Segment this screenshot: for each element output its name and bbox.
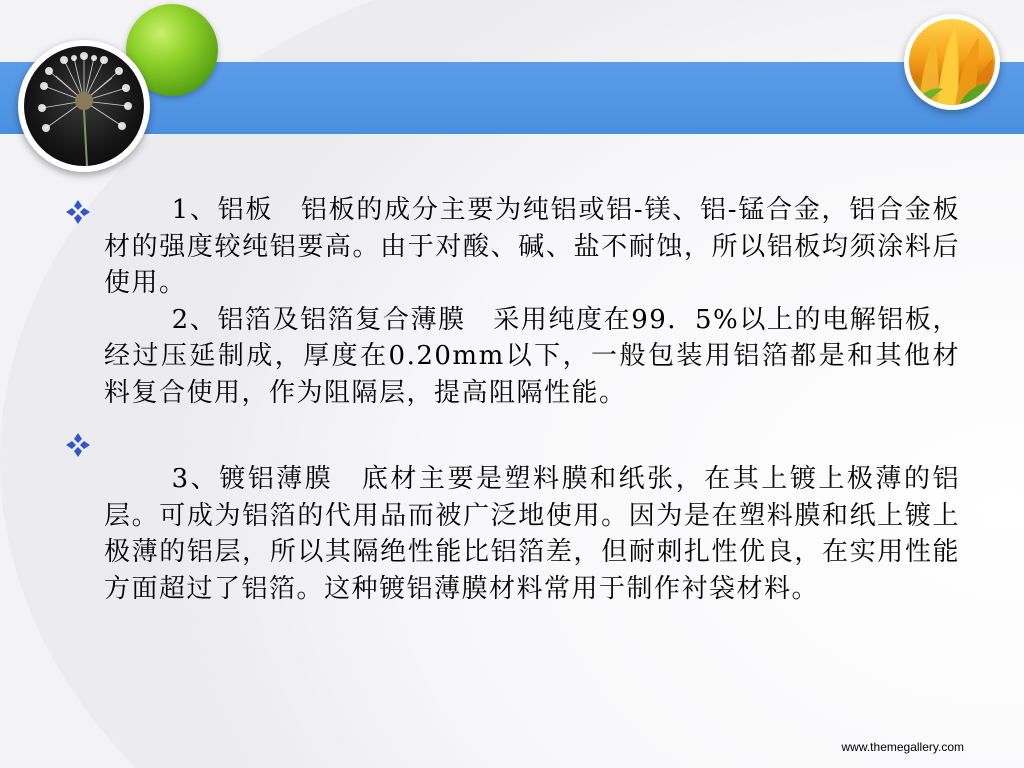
dandelion-icon: [24, 46, 144, 166]
diamond-bullet-icon: [64, 431, 92, 459]
paragraph-aluminum-foil: 2、铝箔及铝箔复合薄膜 采用纯度在99．5%以上的电解铝板，经过压延制成，厚度在0.20mm以下，一般包装用铝箔都是和其他材料复合使用，作为阻隔层，提高阻隔性能。: [104, 304, 960, 408]
bullet-item-1: [60, 192, 960, 411]
paragraph-aluminum-sheet: 1、铝板 铝板的成分主要为纯铝或铝-镁、铝-锰合金，铝合金板材的强度较纯铝要高。由于对酸、碱、盐不耐蚀，所以铝板均须涂料后使用。: [104, 195, 960, 298]
diamond-bullet-icon: [64, 198, 92, 226]
tulip-icon: [909, 19, 995, 105]
tulip-photo-circle: [904, 14, 1000, 110]
paragraph-metallized-film: 3、镀铝薄膜 底材主要是塑料膜和纸张，在其上镀上极薄的铝层。可成为铝箔的代用品而被广泛地使用。因为是在塑料膜和纸上镀上极薄的铝层，所以其隔绝性能比铝箔差，但耐刺扎性优良，在实用性能方面超过了铝箔。这种镀铝薄膜材料常用于制作衬袋材料。: [104, 464, 960, 604]
content-area: [60, 192, 960, 607]
footer-url: www.themegallery.com: [841, 740, 964, 754]
bullet-item-2: [60, 425, 960, 607]
dandelion-photo-circle: [18, 40, 150, 172]
empty-line: [104, 425, 960, 461]
